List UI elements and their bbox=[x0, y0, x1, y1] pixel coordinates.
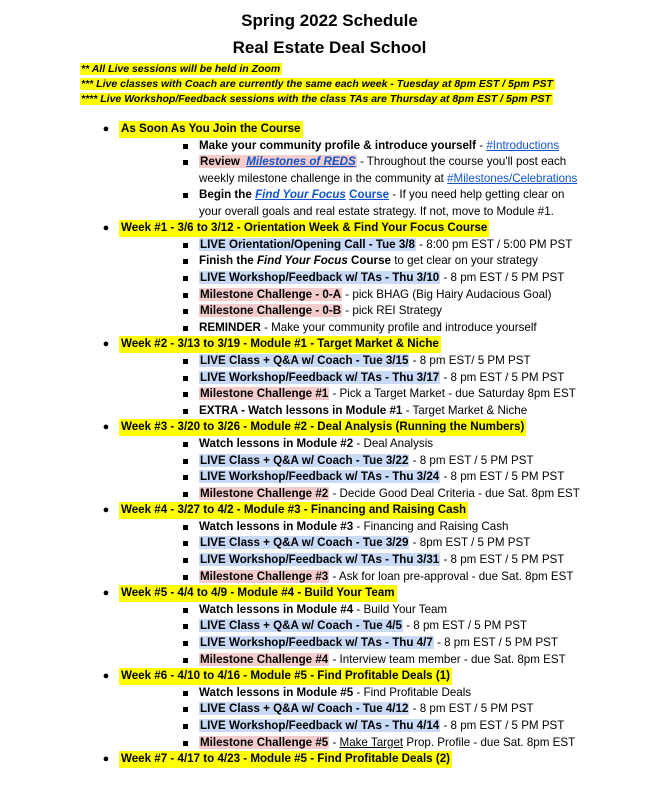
list-item: EXTRA - Watch lessons in Module #1 - Target Market & Niche bbox=[0, 403, 659, 420]
list-item: Watch lessons in Module #5 - Find Profitable Deals bbox=[0, 685, 659, 702]
square-bullet-icon bbox=[183, 541, 188, 546]
list-item: Watch lessons in Module #4 - Build Your Team bbox=[0, 602, 659, 619]
square-bullet-icon bbox=[183, 243, 188, 248]
square-bullet-icon bbox=[183, 326, 188, 331]
list-item: LIVE Workshop/Feedback w/ TAs - Thu 3/24 - 8 pm EST / 5 PM PST bbox=[0, 469, 659, 486]
square-bullet-icon bbox=[183, 724, 188, 729]
square-bullet-icon bbox=[183, 558, 188, 563]
list-item: Milestone Challenge #5 - Make Target Prop. Profile - due Sat. 8pm EST bbox=[0, 735, 659, 752]
square-bullet-icon bbox=[183, 392, 188, 397]
square-bullet-icon bbox=[183, 624, 188, 629]
list-item: Milestone Challenge #3 - Ask for loan pre-approval - due Sat. 8pm EST bbox=[0, 569, 659, 586]
list-item: Milestone Challenge #2 - Decide Good Deal Criteria - due Sat. 8pm EST bbox=[0, 486, 659, 503]
course-link[interactable]: Course bbox=[349, 188, 390, 202]
square-bullet-icon bbox=[183, 691, 188, 696]
square-bullet-icon bbox=[183, 376, 188, 381]
square-bullet-icon bbox=[183, 525, 188, 530]
list-item: LIVE Workshop/Feedback w/ TAs - Thu 4/7 - 8 pm EST / 5 PM PST bbox=[0, 635, 659, 652]
list-item: Make your community profile & introduce yourself - #Introductions bbox=[0, 138, 659, 155]
list-item: Milestone Challenge - 0-A - pick BHAG (Big Hairy Audacious Goal) bbox=[0, 287, 659, 304]
milestones-celebrations-link[interactable]: #Milestones/Celebrations bbox=[447, 171, 578, 185]
section-label: As Soon As You Join the Course bbox=[119, 121, 303, 138]
square-bullet-icon bbox=[183, 658, 188, 663]
bullet-icon: ● bbox=[102, 753, 110, 766]
section-label: Week #2 - 3/13 to 3/19 - Module #1 - Target Market & Niche bbox=[119, 336, 441, 353]
square-bullet-icon bbox=[183, 259, 188, 264]
list-item: Review Milestones of REDS - Throughout the course you'll post each weekly milestone challenge in the community at #Milestones/Celebrations bbox=[0, 154, 659, 187]
note-zoom: ** All Live sessions will be held in Zoom bbox=[81, 63, 281, 75]
section-week-2 bbox=[0, 336, 659, 353]
list-item: LIVE Class + Q&A w/ Coach - Tue 3/22 - 8 pm EST / 5 PM PST bbox=[0, 453, 659, 470]
square-bullet-icon bbox=[183, 160, 188, 165]
milestones-link[interactable]: Milestones of REDS bbox=[246, 155, 356, 169]
note-ta: **** Live Workshop/Feedback sessions with the class TAs are Thursday at 8pm EST / 5pm PST bbox=[81, 93, 551, 105]
section-label: Week #5 - 4/4 to 4/9 - Module #4 - Build Your Team bbox=[119, 585, 397, 602]
section-label: Week #7 - 4/17 to 4/23 - Module #5 - Find Profitable Deals (2) bbox=[119, 751, 452, 768]
section-label: Week #6 - 4/10 to 4/16 - Module #5 - Find Profitable Deals (1) bbox=[119, 668, 452, 685]
square-bullet-icon bbox=[183, 741, 188, 746]
list-item: LIVE Workshop/Feedback w/ TAs - Thu 3/10 - 8 pm EST / 5 PM PST bbox=[0, 270, 659, 287]
list-item: LIVE Orientation/Opening Call - Tue 3/8 - 8:00 pm EST / 5:00 PM PST bbox=[0, 237, 659, 254]
list-item: Finish the Find Your Focus Course to get clear on your strategy bbox=[0, 253, 659, 270]
list-item: Watch lessons in Module #3 - Financing and Raising Cash bbox=[0, 519, 659, 536]
square-bullet-icon bbox=[183, 144, 188, 149]
bullet-icon: ● bbox=[102, 587, 110, 600]
list-item: LIVE Workshop/Feedback w/ TAs - Thu 3/17 - 8 pm EST / 5 PM PST bbox=[0, 370, 659, 387]
bullet-icon: ● bbox=[102, 338, 110, 351]
page-subtitle: Real Estate Deal School bbox=[232, 38, 427, 57]
square-bullet-icon bbox=[183, 359, 188, 364]
find-your-focus-link[interactable]: Find Your Focus bbox=[255, 188, 346, 202]
section-week-3 bbox=[0, 419, 659, 436]
bullet-icon: ● bbox=[102, 123, 110, 135]
bullet-icon: ● bbox=[102, 222, 110, 235]
square-bullet-icon bbox=[183, 193, 188, 198]
square-bullet-icon bbox=[183, 707, 188, 712]
note-coach: *** Live classes with Coach are currently the same each week - Tuesday at 8pm EST / 5pm PST bbox=[81, 78, 553, 90]
list-item: LIVE Class + Q&A w/ Coach - Tue 3/15 - 8 pm EST/ 5 PM PST bbox=[0, 353, 659, 370]
list-item: REMINDER - Make your community profile and introduce yourself bbox=[0, 320, 659, 337]
square-bullet-icon bbox=[183, 641, 188, 646]
square-bullet-icon bbox=[183, 309, 188, 314]
square-bullet-icon bbox=[183, 475, 188, 480]
section-week-6 bbox=[0, 668, 659, 685]
section-label: Week #1 - 3/6 to 3/12 - Orientation Week & Find Your Focus Course bbox=[119, 220, 489, 237]
notes-block bbox=[80, 62, 555, 107]
list-item: LIVE Class + Q&A w/ Coach - Tue 4/12 - 8 pm EST / 5 PM PST bbox=[0, 701, 659, 718]
square-bullet-icon bbox=[183, 575, 188, 580]
list-item: LIVE Class + Q&A w/ Coach - Tue 3/29 - 8pm EST / 5 PM PST bbox=[0, 535, 659, 552]
list-item: Milestone Challenge #4 - Interview team member - due Sat. 8pm EST bbox=[0, 652, 659, 669]
page-title: Spring 2022 Schedule bbox=[241, 11, 418, 30]
list-item: Milestone Challenge #1 - Pick a Target Market - due Saturday 8pm EST bbox=[0, 386, 659, 403]
section-intro bbox=[0, 121, 659, 138]
square-bullet-icon bbox=[183, 442, 188, 447]
square-bullet-icon bbox=[183, 276, 188, 281]
square-bullet-icon bbox=[183, 409, 188, 414]
bullet-icon: ● bbox=[102, 504, 110, 517]
section-label: Week #3 - 3/20 to 3/26 - Module #2 - Deal Analysis (Running the Numbers) bbox=[119, 419, 526, 436]
square-bullet-icon bbox=[183, 293, 188, 298]
list-item: Watch lessons in Module #2 - Deal Analysis bbox=[0, 436, 659, 453]
section-week-4 bbox=[0, 502, 659, 519]
bullet-icon: ● bbox=[102, 421, 110, 434]
square-bullet-icon bbox=[183, 608, 188, 613]
square-bullet-icon bbox=[183, 492, 188, 497]
section-week-7 bbox=[0, 751, 659, 768]
list-item: LIVE Class + Q&A w/ Coach - Tue 4/5 - 8 pm EST / 5 PM PST bbox=[0, 618, 659, 635]
list-item: Begin the Find Your Focus Course - If you need help getting clear on your overall goals and real estate strategy. If not, move to Module #1. bbox=[0, 187, 659, 220]
list-item: LIVE Workshop/Feedback w/ TAs - Thu 3/31 - 8 pm EST / 5 PM PST bbox=[0, 552, 659, 569]
square-bullet-icon bbox=[183, 459, 188, 464]
list-item: LIVE Workshop/Feedback w/ TAs - Thu 4/14 - 8 pm EST / 5 PM PST bbox=[0, 718, 659, 735]
schedule-list bbox=[0, 121, 659, 768]
section-week-5 bbox=[0, 585, 659, 602]
section-label: Week #4 - 3/27 to 4/2 - Module #3 - Financing and Raising Cash bbox=[119, 502, 468, 519]
bullet-icon: ● bbox=[102, 670, 110, 683]
introductions-link[interactable]: #Introductions bbox=[486, 138, 560, 152]
list-item: Milestone Challenge - 0-B - pick REI Strategy bbox=[0, 303, 659, 320]
section-week-1 bbox=[0, 220, 659, 237]
